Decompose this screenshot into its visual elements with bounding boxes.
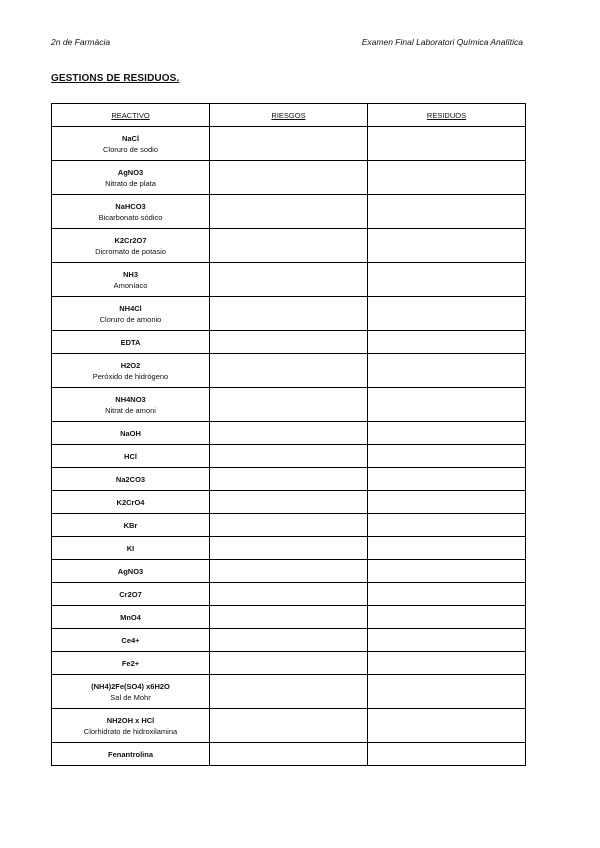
reagent-cell	[52, 263, 210, 297]
waste-cell[interactable]	[368, 263, 526, 297]
waste-cell[interactable]	[368, 583, 526, 606]
reagent-formula: Fenantrolina	[107, 749, 153, 759]
risks-cell[interactable]	[210, 491, 368, 514]
reagent-formula: KBr	[123, 520, 138, 530]
risks-cell[interactable]	[210, 127, 368, 161]
reagent-cell	[52, 743, 210, 766]
reagent-cell	[52, 675, 210, 709]
waste-cell[interactable]	[368, 743, 526, 766]
column-header-riesgos: RIESGOS	[210, 104, 368, 127]
table-row	[52, 229, 526, 263]
reagent-formula: MnO4	[120, 612, 141, 622]
table-row	[52, 514, 526, 537]
risks-cell[interactable]	[210, 606, 368, 629]
table-row	[52, 354, 526, 388]
reagent-formula: Cr2O7	[119, 589, 142, 599]
waste-cell[interactable]	[368, 161, 526, 195]
table-row	[52, 491, 526, 514]
reagent-cell	[52, 161, 210, 195]
reagent-name: Cloruro de amonio	[99, 314, 162, 324]
header-exam-title: Examen Final Laboratori Química Analítica	[361, 37, 523, 47]
reagent-cell	[52, 388, 210, 422]
table-row	[52, 445, 526, 468]
table-row	[52, 331, 526, 354]
column-header-residuos: RESIDUOS	[368, 104, 526, 127]
waste-cell[interactable]	[368, 354, 526, 388]
reagent-cell	[52, 583, 210, 606]
column-header-reactivo: REACTIVO	[52, 104, 210, 127]
reagent-name: Cloruro de sodio	[102, 144, 159, 154]
table-row	[52, 468, 526, 491]
reagent-formula: NaHCO3	[115, 201, 146, 211]
table-row	[52, 422, 526, 445]
risks-cell[interactable]	[210, 583, 368, 606]
table-row	[52, 537, 526, 560]
table-header-row	[52, 104, 526, 127]
reagent-name: Clorhidrato de hidroxilamina	[83, 726, 178, 736]
reagent-name: Bicarbonato sódico	[98, 212, 163, 222]
risks-cell[interactable]	[210, 263, 368, 297]
risks-cell[interactable]	[210, 445, 368, 468]
reagent-name: Nitrato de plata	[105, 178, 156, 188]
risks-cell[interactable]	[210, 195, 368, 229]
reagent-formula: K2Cr2O7	[114, 235, 147, 245]
risks-cell[interactable]	[210, 743, 368, 766]
reagent-name: Nitrat de amoni	[105, 405, 156, 415]
risks-cell[interactable]	[210, 468, 368, 491]
reagent-formula: AgNO3	[117, 566, 144, 576]
waste-cell[interactable]	[368, 388, 526, 422]
risks-cell[interactable]	[210, 560, 368, 583]
waste-cell[interactable]	[368, 629, 526, 652]
table-row	[52, 583, 526, 606]
waste-table	[51, 103, 526, 766]
table-row	[52, 263, 526, 297]
page-title: GESTIONS DE RESIDUOS.	[51, 73, 180, 84]
reagent-cell	[52, 468, 210, 491]
reagent-formula: H2O2	[120, 360, 141, 370]
risks-cell[interactable]	[210, 354, 368, 388]
reagent-name: Amoníaco	[113, 280, 148, 290]
header-course: 2n de Farmàcia	[51, 37, 111, 47]
risks-cell[interactable]	[210, 297, 368, 331]
waste-cell[interactable]	[368, 675, 526, 709]
waste-cell[interactable]	[368, 606, 526, 629]
reagent-cell	[52, 331, 210, 354]
reagent-cell	[52, 537, 210, 560]
reagent-name: Peróxido de hidrógeno	[92, 371, 169, 381]
waste-cell[interactable]	[368, 195, 526, 229]
waste-cell[interactable]	[368, 514, 526, 537]
reagent-formula: HCl	[124, 451, 137, 461]
reagent-formula: Fe2+	[121, 658, 140, 668]
reagent-formula: NaOH	[120, 428, 141, 438]
risks-cell[interactable]	[210, 422, 368, 445]
table-row	[52, 560, 526, 583]
risks-cell[interactable]	[210, 388, 368, 422]
table-row	[52, 709, 526, 743]
risks-cell[interactable]	[210, 537, 368, 560]
risks-cell[interactable]	[210, 161, 368, 195]
reagent-cell	[52, 560, 210, 583]
risks-cell[interactable]	[210, 331, 368, 354]
reagent-formula: NH3	[122, 269, 138, 279]
reagent-formula: K2CrO4	[116, 497, 145, 507]
waste-cell[interactable]	[368, 652, 526, 675]
reagent-formula: NaCl	[121, 133, 140, 143]
waste-cell[interactable]	[368, 331, 526, 354]
reagent-cell	[52, 652, 210, 675]
risks-cell[interactable]	[210, 514, 368, 537]
reagent-cell	[52, 127, 210, 161]
reagent-cell	[52, 606, 210, 629]
waste-cell[interactable]	[368, 422, 526, 445]
waste-cell[interactable]	[368, 127, 526, 161]
table-row	[52, 195, 526, 229]
reagent-name: Sal de Mohr	[110, 692, 151, 702]
table-row	[52, 606, 526, 629]
reagent-formula: EDTA	[120, 337, 141, 347]
waste-cell[interactable]	[368, 537, 526, 560]
reagent-cell	[52, 229, 210, 263]
table-row	[52, 652, 526, 675]
risks-cell[interactable]	[210, 629, 368, 652]
reagent-cell	[52, 354, 210, 388]
reagent-formula: NH4NO3	[115, 394, 146, 404]
table-row	[52, 388, 526, 422]
waste-cell[interactable]	[368, 560, 526, 583]
reagent-formula: KI	[126, 543, 135, 553]
reagent-cell	[52, 422, 210, 445]
risks-cell[interactable]	[210, 709, 368, 743]
waste-cell[interactable]	[368, 709, 526, 743]
reagent-name: Dicromato de potasio	[95, 246, 166, 256]
risks-cell[interactable]	[210, 229, 368, 263]
reagent-cell	[52, 709, 210, 743]
table-row	[52, 297, 526, 331]
waste-cell[interactable]	[368, 445, 526, 468]
table-row	[52, 675, 526, 709]
reagent-cell	[52, 195, 210, 229]
reagent-formula: (NH4)2Fe(SO4) x6H2O	[91, 681, 170, 691]
table-row	[52, 743, 526, 766]
reagent-cell	[52, 491, 210, 514]
table-row	[52, 161, 526, 195]
reagent-cell	[52, 629, 210, 652]
reagent-cell	[52, 514, 210, 537]
reagent-cell	[52, 297, 210, 331]
reagent-formula: Ce4+	[121, 635, 140, 645]
waste-cell[interactable]	[368, 297, 526, 331]
waste-cell[interactable]	[368, 468, 526, 491]
waste-cell[interactable]	[368, 229, 526, 263]
reagent-formula: NH2OH x HCl	[106, 715, 155, 725]
risks-cell[interactable]	[210, 652, 368, 675]
table-row	[52, 127, 526, 161]
reagent-cell	[52, 445, 210, 468]
reagent-formula: AgNO3	[117, 167, 144, 177]
reagent-formula: NH4Cl	[119, 303, 142, 313]
risks-cell[interactable]	[210, 675, 368, 709]
waste-cell[interactable]	[368, 491, 526, 514]
reagent-formula: Na2CO3	[115, 474, 146, 484]
table-row	[52, 629, 526, 652]
